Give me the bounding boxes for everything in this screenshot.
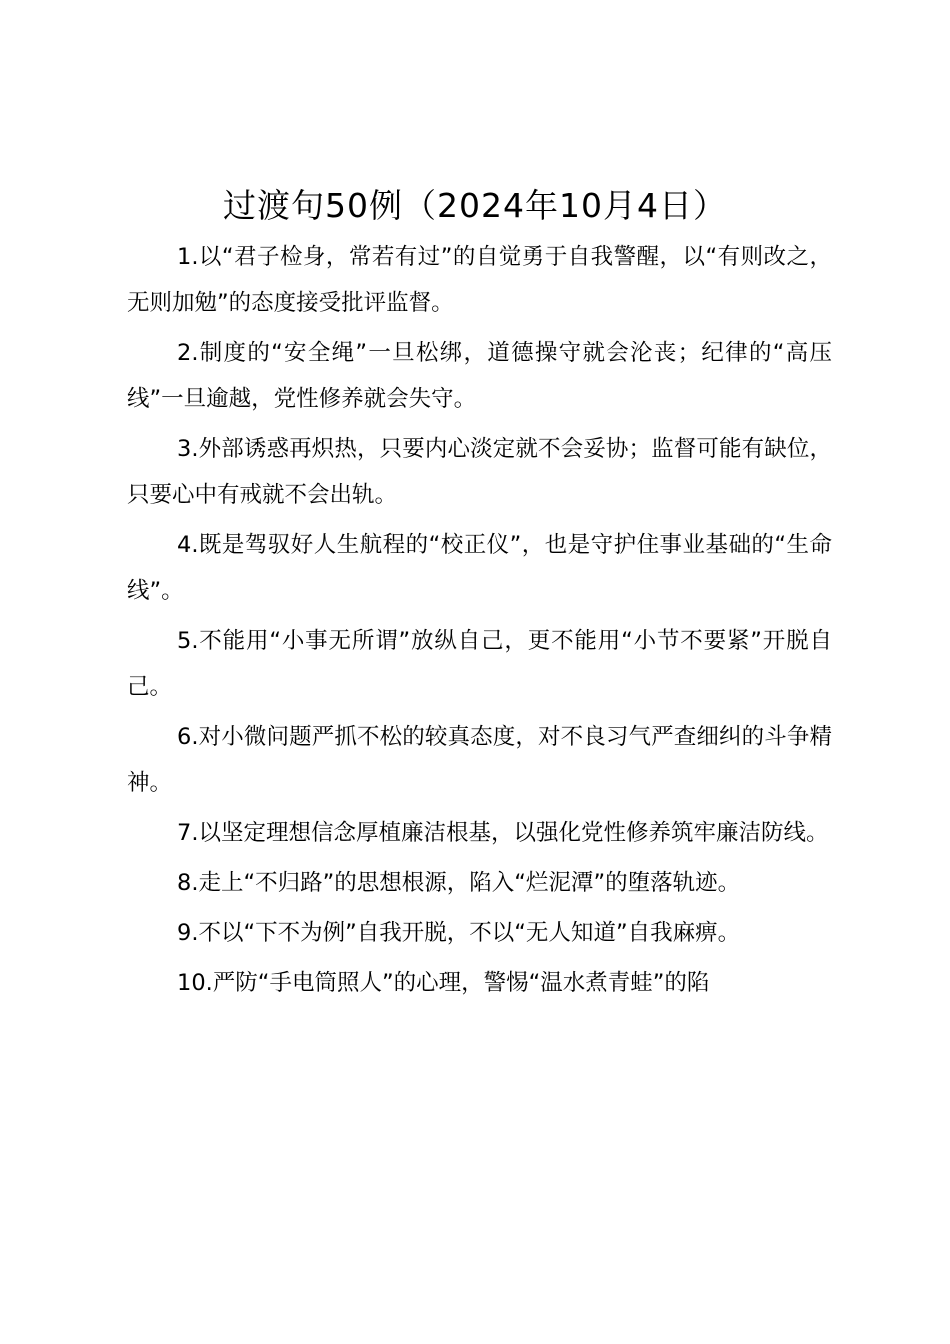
paragraph-10: 10.严防“手电筒照人”的心理，警惕“温水煮青蛙”的陷 bbox=[177, 970, 710, 996]
paragraph-4: 4.既是驾驭好人生航程的“校正仪”，也是守护住事业基础的“生命线”。 bbox=[127, 532, 832, 604]
paragraph-9: 9.不以“下不为例”自我开脱，不以“无人知道”自我麻痹。 bbox=[177, 920, 741, 946]
paragraph-3: 3.外部诱惑再炽热，只要内心淡定就不会妥协；监督可能有缺位，只要心中有戒就不会出轨。 bbox=[127, 436, 832, 508]
document-body bbox=[127, 234, 832, 1010]
paragraph-8: 8.走上“不归路”的思想根源，陷入“烂泥潭”的堕落轨迹。 bbox=[177, 870, 741, 896]
paragraph-2: 2.制度的“安全绳”一旦松绑，道德操守就会沦丧；纪律的“高压线”一旦逾越，党性修养就会失守。 bbox=[127, 340, 832, 412]
paragraph-7: 7.以坚定理想信念厚植廉洁根基，以强化党性修养筑牢廉洁防线。 bbox=[177, 820, 829, 846]
document-title: 过渡句50例（2024年10月4日） bbox=[223, 186, 727, 225]
paragraph-6: 6.对小微问题严抓不松的较真态度，对不良习气严查细纠的斗争精神。 bbox=[127, 724, 832, 796]
paragraph-5: 5.不能用“小事无所谓”放纵自己，更不能用“小节不要紧”开脱自己。 bbox=[127, 628, 832, 700]
paragraph-1: 1.以“君子检身，常若有过”的自觉勇于自我警醒，以“有则改之，无则加勉”的态度接受批评监督。 bbox=[127, 244, 832, 316]
